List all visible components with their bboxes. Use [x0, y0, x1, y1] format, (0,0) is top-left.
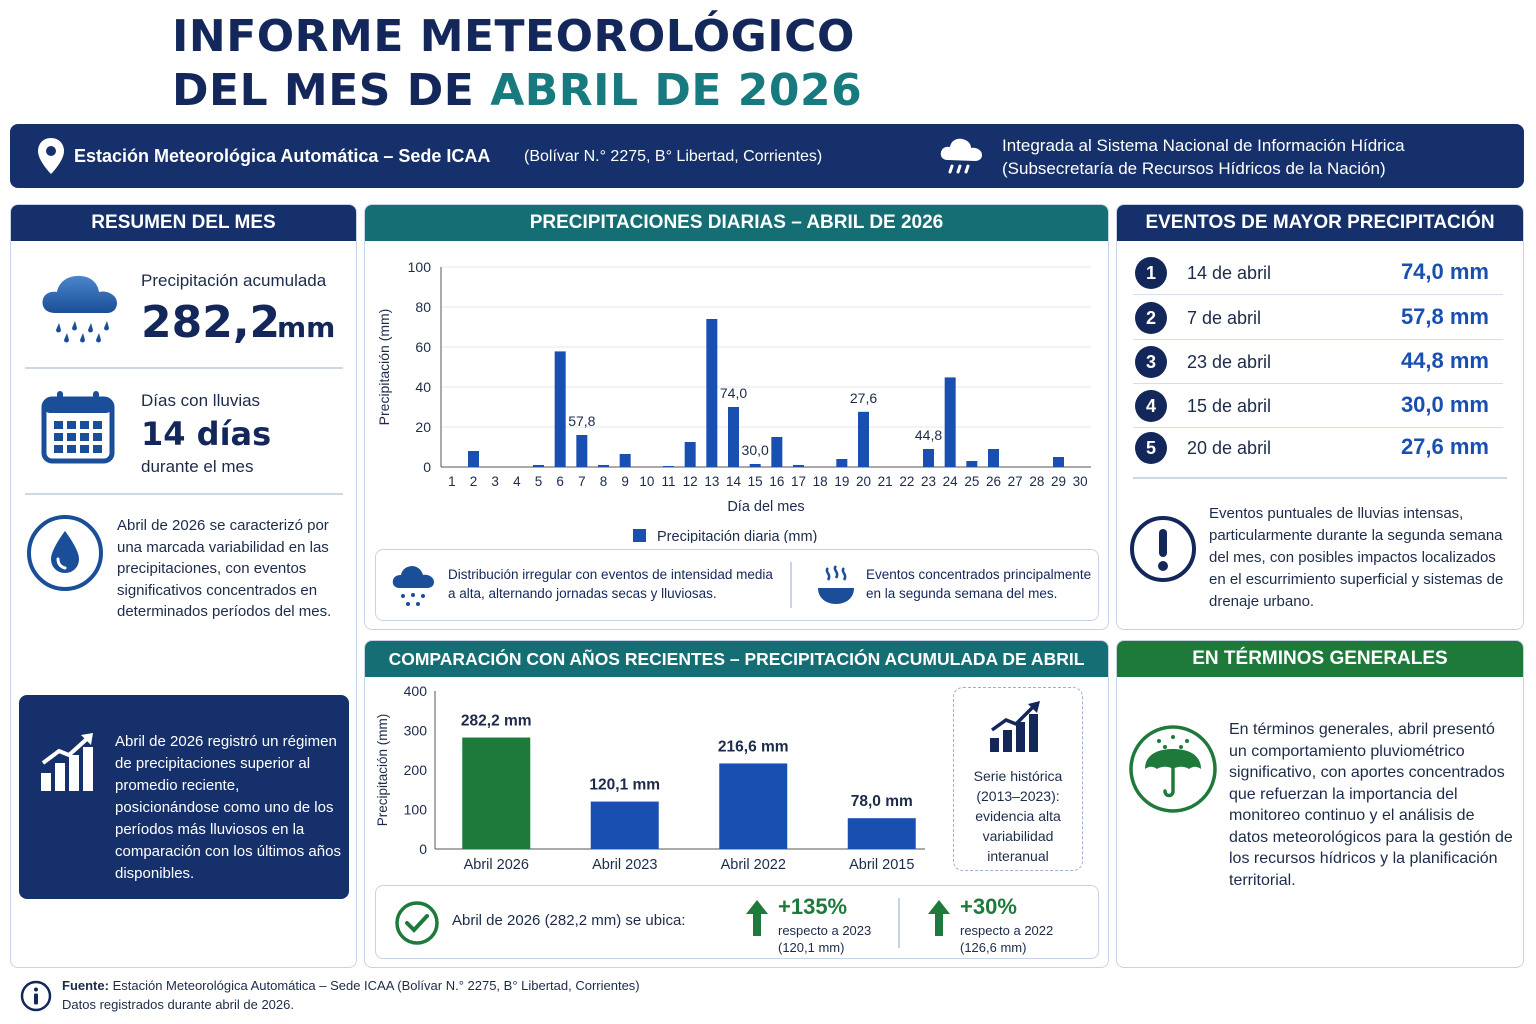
- event-date: 15 de abril: [1187, 396, 1272, 416]
- x-tick-label: 13: [704, 474, 720, 489]
- y-tick-label: 0: [419, 841, 427, 857]
- bar-day-23: [923, 449, 934, 467]
- x-axis-label: Día del mes: [727, 499, 805, 515]
- report-title: [172, 10, 862, 118]
- pct-vs-2022: +30%: [960, 894, 1017, 919]
- x-tick-label: 11: [661, 474, 676, 489]
- legend-swatch: [633, 529, 646, 542]
- bar-day-29: [1053, 457, 1064, 467]
- data-label: 30,0: [741, 442, 769, 458]
- y-tick-label: 0: [423, 459, 431, 475]
- general-header: EN TÉRMINOS GENERALES: [1117, 641, 1523, 677]
- bar-day-16: [771, 437, 782, 467]
- event-row: [1133, 251, 1503, 295]
- data-label: 57,8: [568, 413, 596, 429]
- divider: [898, 898, 900, 948]
- bar-day-26: [988, 449, 999, 467]
- y-axis-label: Precipitación (mm): [375, 713, 390, 827]
- rain-days-value: 14 días: [141, 415, 272, 453]
- growth-chart-icon: [39, 729, 99, 800]
- bar-day-12: [685, 442, 696, 467]
- general-panel: [1116, 640, 1524, 968]
- event-value: 74,0 mm: [1400, 259, 1489, 284]
- info-icon: [20, 980, 52, 1017]
- x-tick-label: 5: [534, 474, 543, 489]
- x-tick-label: 8: [599, 474, 608, 489]
- pct-vs-2023-sub1: respecto a 2023: [778, 923, 872, 938]
- location-pin-icon: [36, 136, 66, 181]
- x-tick-label: 28: [1029, 474, 1045, 489]
- bar-day-25: [966, 461, 977, 467]
- summary-description: Abril de 2026 se caracterizó por una marcada variabilidad en las precipitaciones, con eventos significativos concentrados en determinados períodos del mes.: [117, 517, 332, 620]
- note-irregular-distribution: Distribución irregular con eventos de intensidad media a alta, alternando jornadas secas y lluviosas.: [448, 567, 773, 601]
- bar-abril-2022: [719, 763, 787, 849]
- data-label: 216,6 mm: [717, 738, 789, 756]
- arrow-up-icon: [926, 898, 952, 943]
- precip-accum-value: 282,2: [141, 297, 281, 348]
- data-label: 74,0: [719, 385, 748, 401]
- title-line-2: [172, 64, 862, 118]
- event-value: 44,8 mm: [1400, 348, 1489, 373]
- event-rank: 2: [1135, 302, 1167, 334]
- legend-label: Precipitación diaria (mm): [657, 529, 818, 543]
- x-tick-label: 23: [920, 474, 937, 489]
- x-tick-label: 25: [964, 474, 980, 489]
- x-tick-label: 30: [1072, 474, 1088, 489]
- historical-series-box: [953, 687, 1083, 871]
- bar-day-13: [706, 319, 717, 467]
- x-tick-label: 14: [725, 474, 742, 489]
- x-tick-label: 27: [1007, 474, 1023, 489]
- x-tick-label: 3: [491, 474, 499, 489]
- general-text: En términos generales, abril presentó un comportamiento pluviométrico significativo, con aportes concentrados que refuerzan la importancia del monitoreo continuo y el análisis de datos meteorológicos para la gestión de los recursos hídricos y la planificación territorial.: [1229, 721, 1513, 889]
- bar-day-5: [533, 465, 544, 467]
- divider: [25, 493, 343, 495]
- y-tick-label: 80: [415, 299, 431, 315]
- footer-note: Datos registrados durante abril de 2026.: [62, 997, 294, 1012]
- x-tick-label: 1: [448, 474, 456, 489]
- y-axis-label: Precipitación (mm): [376, 308, 392, 426]
- data-label: 282,2 mm: [460, 712, 532, 730]
- daily-precip-panel: [364, 204, 1109, 630]
- comparison-chart: [365, 677, 945, 877]
- event-row: [1133, 296, 1503, 340]
- bar-abril-2023: [591, 802, 659, 849]
- bar-day-2: [468, 451, 479, 467]
- rain-days-label: Días con lluvias: [141, 391, 261, 410]
- bar-day-19: [836, 459, 847, 467]
- y-tick-label: 60: [415, 339, 431, 355]
- footer-source: [62, 978, 640, 993]
- event-value: 30,0 mm: [1400, 392, 1489, 417]
- precip-accum-label: Precipitación acumulada: [141, 271, 327, 290]
- top-events-panel: [1116, 204, 1524, 630]
- event-date: 20 de abril: [1187, 438, 1272, 458]
- summary-highlight-text: Abril de 2026 registró un régimen de precipitaciones superior al promedio reciente, posicionándose como uno de los períodos más lluviosos en la comparación con los últimos años disponibles.: [115, 733, 341, 882]
- y-tick-label: 100: [407, 259, 431, 275]
- event-date: 14 de abril: [1187, 263, 1272, 283]
- data-label: 27,6: [849, 389, 878, 406]
- divider: [25, 367, 343, 369]
- footer-source-label: Fuente:: [62, 978, 109, 993]
- x-tick-label: 21: [877, 474, 893, 489]
- y-tick-label: 400: [403, 683, 427, 699]
- rain-cloud-icon: [37, 263, 127, 352]
- bar-abril-2026: [462, 738, 530, 849]
- x-tick-label: 20: [855, 474, 872, 489]
- y-tick-label: 300: [403, 722, 427, 739]
- bar-day-8: [598, 465, 609, 467]
- water-drop-icon: [25, 513, 105, 598]
- check-circle-icon: [394, 900, 440, 951]
- integration-line-2: (Subsecretaría de Recursos Hídricos de la Nación): [1002, 159, 1386, 178]
- x-tick-label: 9: [621, 474, 629, 489]
- title-line-2-prefix: DEL MES DE: [172, 65, 491, 116]
- title-line-1: INFORME METEOROLÓGICO: [172, 11, 855, 62]
- data-label: 120,1 mm: [589, 776, 661, 794]
- comparison-ubica-text: Abril de 2026 (282,2 mm) se ubica:: [452, 912, 686, 929]
- x-tick-label: 22: [899, 474, 915, 489]
- comparison-header: COMPARACIÓN CON AÑOS RECIENTES – PRECIPITACIÓN ACUMULADA DE ABRIL: [365, 641, 1108, 677]
- event-value: 27,6 mm: [1400, 434, 1489, 459]
- event-rank: 5: [1135, 432, 1167, 464]
- x-tick-label: 17: [790, 474, 807, 489]
- station-name: Estación Meteorológica Automática – Sede ICAA: [74, 146, 491, 166]
- event-rank: 3: [1135, 346, 1167, 378]
- bar-day-14: [728, 407, 739, 467]
- x-tick-label: 19: [834, 474, 850, 489]
- bar-day-20: [858, 412, 869, 467]
- x-tick-label: 29: [1050, 474, 1067, 489]
- x-tick-label: Abril 2023: [592, 857, 658, 873]
- summary-panel: [10, 204, 357, 968]
- daily-precip-chart: [365, 241, 1107, 543]
- station-bar: [10, 124, 1524, 188]
- bar-day-9: [620, 454, 631, 467]
- bar-day-17: [793, 465, 804, 467]
- x-tick-label: 6: [556, 474, 564, 489]
- alert-icon: [1129, 515, 1197, 588]
- bar-abril-2015: [848, 818, 916, 849]
- umbrella-icon: [1127, 723, 1219, 820]
- rain-days-sub: durante el mes: [141, 457, 254, 476]
- steam-bowl-icon: [816, 564, 856, 613]
- x-tick-label: 16: [769, 474, 785, 489]
- rain-cloud-icon: [938, 134, 986, 183]
- top-events-header: EVENTOS DE MAYOR PRECIPITACIÓN: [1117, 205, 1523, 241]
- x-tick-label: 26: [985, 474, 1002, 489]
- precip-accum-unit: mm: [277, 311, 336, 344]
- pct-vs-2022-sub2: (126,6 mm): [960, 940, 1027, 955]
- event-row: [1133, 426, 1503, 470]
- y-tick-label: 40: [415, 379, 431, 395]
- y-tick-label: 20: [415, 419, 431, 435]
- x-tick-label: 12: [682, 474, 698, 489]
- daily-precip-header: PRECIPITACIONES DIARIAS – ABRIL DE 2026: [365, 205, 1108, 241]
- bar-day-6: [555, 351, 566, 467]
- rain-cloud-icon: [390, 560, 440, 615]
- top-events-note: Eventos puntuales de lluvias intensas, particularmente durante la segunda semana del mes, con posibles impactos localizados en el escurrimiento superficial y sistemas de drenaje urbano.: [1209, 505, 1504, 610]
- divider: [1133, 477, 1507, 479]
- x-tick-label: Abril 2015: [849, 857, 915, 873]
- event-row: [1133, 340, 1503, 384]
- pct-vs-2023: +135%: [778, 894, 848, 919]
- x-tick-label: 24: [942, 474, 958, 489]
- bar-day-11: [663, 466, 674, 467]
- station-address: (Bolívar N.° 2275, B° Libertad, Corrientes): [524, 148, 823, 165]
- x-tick-label: Abril 2022: [720, 857, 786, 873]
- x-tick-label: 15: [747, 474, 763, 489]
- bar-day-7: [576, 435, 587, 467]
- y-tick-label: 100: [403, 801, 427, 818]
- integration-line-1: Integrada al Sistema Nacional de Información Hídrica: [1002, 136, 1405, 155]
- bar-day-15: [750, 464, 761, 467]
- daily-precip-notes: [375, 549, 1099, 621]
- x-tick-label: 2: [469, 474, 478, 489]
- integration-text: [1002, 134, 1405, 180]
- event-row: [1133, 384, 1503, 428]
- event-date: 23 de abril: [1187, 352, 1272, 372]
- historical-series-text: Serie histórica (2013–2023): evidencia alta variabilidad interanual: [973, 768, 1063, 864]
- event-value: 57,8 mm: [1400, 304, 1489, 329]
- event-rank: 1: [1135, 257, 1167, 289]
- x-tick-label: 10: [639, 474, 655, 489]
- summary-header: RESUMEN DEL MES: [11, 205, 356, 241]
- summary-highlight-box: [19, 695, 349, 899]
- pct-vs-2022-sub1: respecto a 2022: [960, 923, 1054, 938]
- arrow-up-icon: [744, 898, 770, 943]
- x-tick-label: 7: [578, 474, 586, 489]
- data-label: 44,8: [914, 427, 943, 443]
- data-label: 78,0 mm: [850, 793, 913, 811]
- comparison-summary: [375, 885, 1099, 959]
- event-rank: 4: [1135, 390, 1167, 422]
- footer-source-text: Estación Meteorológica Automática – Sede ICAA (Bolívar N.° 2275, B° Libertad, Corrientes): [112, 978, 640, 993]
- growth-chart-icon: [988, 698, 1044, 759]
- comparison-panel: [364, 640, 1109, 968]
- note-second-week: Eventos concentrados principalmente en la segunda semana del mes.: [866, 567, 1092, 601]
- title-line-2-accent: ABRIL DE 2026: [490, 65, 863, 116]
- divider: [790, 562, 792, 608]
- y-tick-label: 200: [403, 762, 427, 778]
- x-tick-label: 18: [812, 474, 828, 489]
- event-date: 7 de abril: [1187, 308, 1262, 328]
- x-tick-label: 4: [513, 474, 521, 489]
- pct-vs-2023-sub2: (120,1 mm): [778, 940, 845, 955]
- x-tick-label: Abril 2026: [463, 857, 529, 873]
- bar-day-24: [945, 377, 956, 467]
- calendar-icon: [41, 389, 115, 470]
